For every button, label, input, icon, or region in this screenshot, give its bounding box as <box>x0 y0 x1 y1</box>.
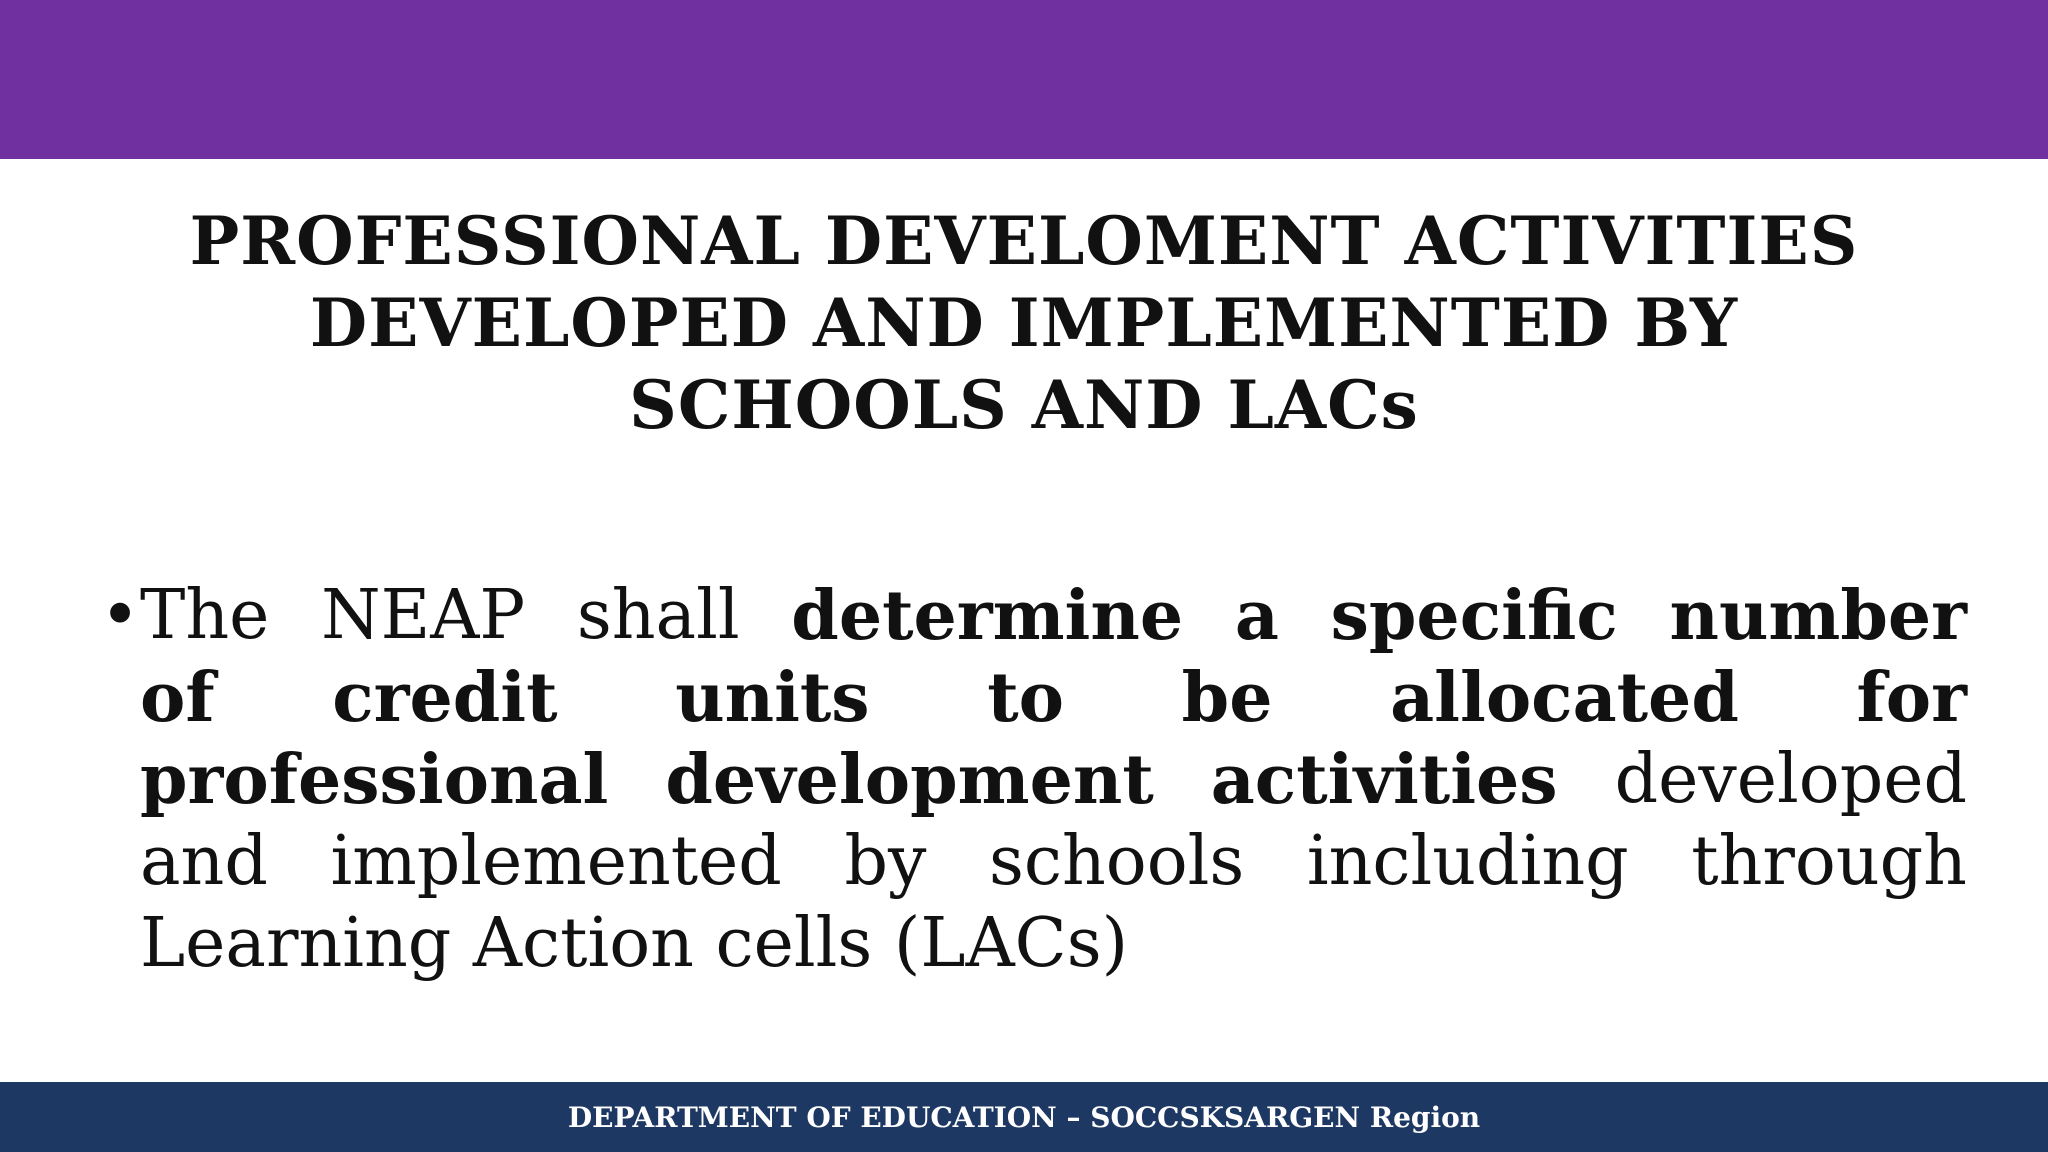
bullet-line-3 <box>140 739 1967 821</box>
bullet-word: The <box>140 576 270 655</box>
bullet-line-1 <box>140 575 1967 657</box>
bullet-word: professional <box>140 740 609 820</box>
bullet-word: implemented <box>330 822 782 901</box>
slide-title <box>0 200 2048 446</box>
bullet-word: determine <box>791 576 1184 656</box>
bullet-word: specific <box>1330 576 1618 656</box>
bullet-word: of <box>140 658 215 738</box>
bullet-word: allocated <box>1390 658 1739 738</box>
bullet-line-5: Learning Action cells (LACs) <box>140 904 1129 983</box>
bullet-word: and <box>140 822 268 901</box>
bullet-text <box>140 575 1967 985</box>
header-band <box>0 0 2048 159</box>
title-line-2: DEVELOPED AND IMPLEMENTED BY <box>309 284 1739 362</box>
bullet-word: shall <box>576 576 740 655</box>
bullet-line-4 <box>140 821 1967 903</box>
bullet-word: including <box>1306 822 1629 901</box>
bullet-word: for <box>1856 658 1967 738</box>
title-line-1: PROFESSIONAL DEVELOMENT ACTIVITIES <box>189 202 1859 280</box>
bullet-word: schools <box>988 822 1245 901</box>
bullet-word: development <box>665 740 1154 820</box>
bullet-word: by <box>844 822 927 901</box>
bullet-word: number <box>1669 576 1967 656</box>
bullet-word: be <box>1181 658 1273 738</box>
bullet-line-2 <box>140 657 1967 739</box>
bullet-marker: • <box>100 576 141 655</box>
bullet-word: a <box>1234 576 1279 656</box>
bullet-word: units <box>675 658 870 738</box>
bullet-word: activities <box>1210 740 1558 820</box>
bullet-word: to <box>987 658 1064 738</box>
bullet-word: NEAP <box>321 576 526 655</box>
title-line-3: SCHOOLS AND LACs <box>629 366 1419 444</box>
bullet-word: through <box>1691 822 1967 901</box>
bullet-word: developed <box>1614 740 1967 819</box>
footer-text: DEPARTMENT OF EDUCATION – SOCCSKSARGEN Region <box>567 1101 1481 1134</box>
bullet-word: credit <box>332 658 558 738</box>
